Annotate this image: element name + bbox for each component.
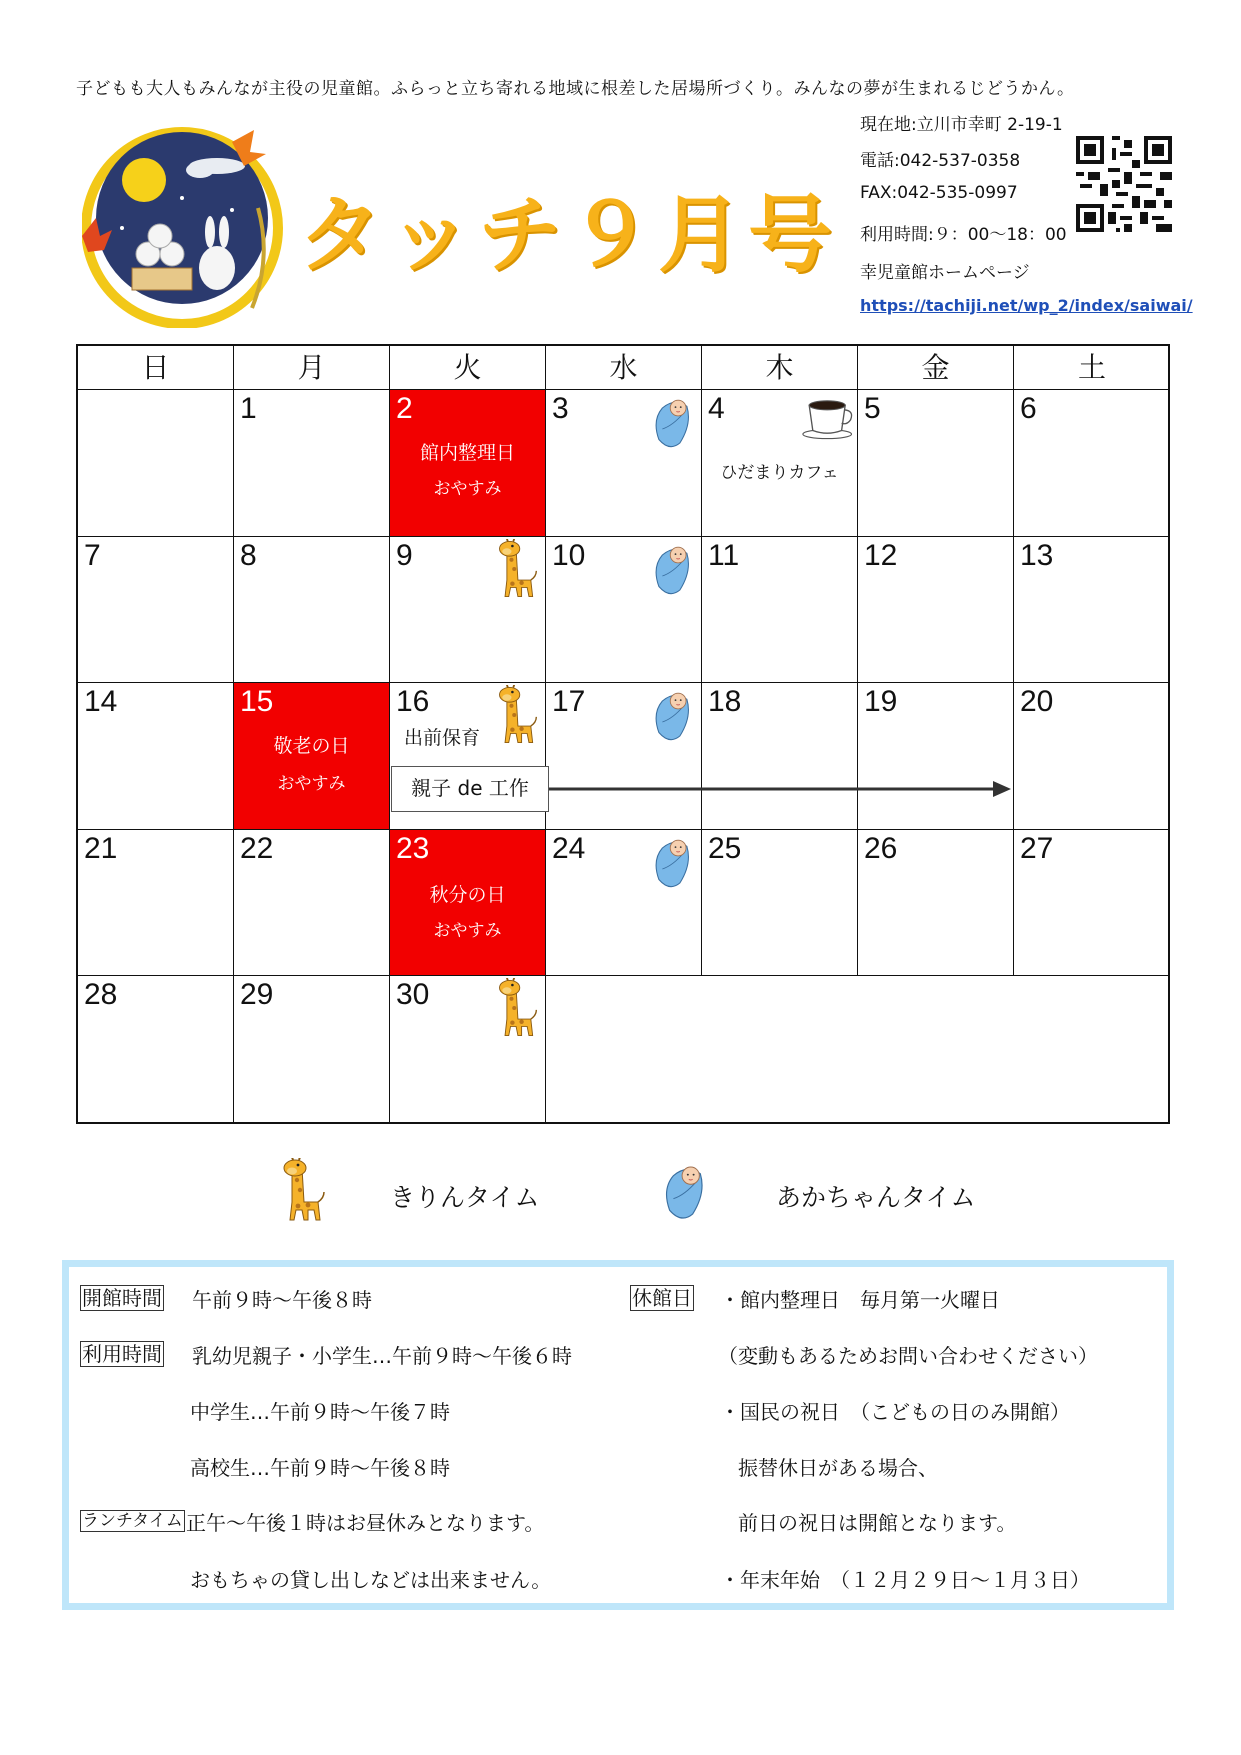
day-number: 11 (708, 539, 740, 572)
weekday-tue: 火 (390, 346, 546, 390)
weekday-thu: 木 (702, 346, 858, 390)
day-number: 7 (84, 539, 101, 572)
event-title: 秋分の日 (429, 884, 506, 906)
giraffe-icon (494, 539, 540, 599)
day-number: 18 (708, 685, 742, 718)
phone: 電話:042-537-0358 (860, 151, 1021, 171)
day-cell (234, 976, 390, 1122)
day-cell-empty (546, 976, 1170, 1122)
weekday-wed: 水 (546, 346, 702, 390)
use-hours-line: 乳幼児親子・小学生…午前９時～午後６時 (192, 1344, 572, 1368)
day-cell (390, 976, 546, 1122)
baby-icon (650, 541, 694, 597)
day-number: 9 (396, 539, 413, 572)
baby-icon (650, 394, 694, 450)
day-cell (234, 390, 390, 537)
day-cell (390, 537, 546, 683)
day-cell (546, 390, 702, 537)
day-cell-holiday (234, 683, 390, 830)
day-number: 23 (396, 832, 430, 865)
day-cell (702, 537, 858, 683)
day-number: 28 (84, 978, 118, 1011)
day-number: 24 (552, 832, 586, 865)
day-number: 25 (708, 832, 742, 865)
september-calendar (76, 344, 1170, 1124)
craft-event-label: 親子 de 工作 (391, 766, 549, 812)
homepage-link[interactable]: https://tachiji.net/wp_2/index/saiwai/ (860, 296, 1193, 315)
day-cell (546, 830, 702, 976)
day-number: 26 (864, 832, 898, 865)
closed-line: ・館内整理日 毎月第一火曜日 (720, 1288, 1000, 1312)
day-cell (78, 830, 234, 976)
day-cell (858, 683, 1014, 830)
day-cell (78, 537, 234, 683)
day-cell (546, 537, 702, 683)
giraffe-icon (494, 685, 540, 745)
day-number: 14 (84, 685, 118, 718)
day-cell (78, 683, 234, 830)
day-number: 19 (864, 685, 898, 718)
day-number: 1 (240, 392, 257, 425)
weekday-mon: 月 (234, 346, 390, 390)
event-title: 出前保育 (404, 727, 481, 749)
arrow-right-icon (549, 778, 1014, 800)
day-cell (546, 683, 702, 830)
day-cell (702, 683, 858, 830)
event-title: 館内整理日 (419, 442, 515, 464)
newsletter-title: タッチ９月号 (298, 186, 839, 284)
day-number: 8 (240, 539, 257, 572)
day-cell (1014, 537, 1170, 683)
event-sub: おやすみ (433, 921, 502, 941)
day-cell (1014, 830, 1170, 976)
use-hours-line: 中学生…午前９時～午後７時 (190, 1400, 450, 1424)
use-hours-line: 高校生…午前９時～午後８時 (190, 1456, 450, 1480)
day-number: 20 (1020, 685, 1054, 718)
day-number: 3 (552, 392, 569, 425)
hours: 利用時間:９：00～18：00 (860, 225, 1067, 245)
lunch-line: おもちゃの貸し出しなどは出来ません。 (190, 1568, 552, 1592)
day-cell (234, 537, 390, 683)
day-number: 27 (1020, 832, 1054, 865)
legend-baby-label: あかちゃんタイム (776, 1183, 976, 1212)
fax: FAX:042-535-0997 (860, 183, 1018, 203)
homepage-label: 幸児童館ホームページ (860, 263, 1030, 283)
day-number: 15 (240, 685, 274, 718)
day-number: 29 (240, 978, 274, 1011)
day-cell (858, 390, 1014, 537)
legend-giraffe-label: きりんタイム (390, 1183, 540, 1212)
day-number: 2 (396, 392, 413, 425)
day-cell (858, 830, 1014, 976)
closed-line: 前日の祝日は開館となります。 (738, 1511, 1017, 1535)
qr-code-icon (1076, 136, 1172, 232)
day-number: 16 (396, 685, 430, 718)
day-cell (78, 976, 234, 1122)
day-cell (858, 537, 1014, 683)
closed-line: ・国民の祝日 （こどもの日のみ開館） (720, 1400, 1070, 1424)
use-hours-tag: 利用時間 (82, 1342, 162, 1366)
coffee-cup-icon (802, 394, 856, 440)
closed-line: ・年末年始 （１２月２９日～１月３日） (720, 1568, 1090, 1592)
day-cell-holiday (390, 390, 546, 537)
day-cell-holiday (390, 830, 546, 976)
day-cell (1014, 683, 1170, 830)
day-cell-empty (78, 390, 234, 537)
day-number: 30 (396, 978, 430, 1011)
day-number: 22 (240, 832, 274, 865)
day-number: 17 (552, 685, 586, 718)
lunch-tag: ランチタイム (82, 1511, 183, 1531)
day-cell (234, 830, 390, 976)
event-sub: おやすみ (433, 479, 502, 499)
day-number: 12 (864, 539, 898, 572)
moon-viewing-logo (82, 118, 292, 328)
event-sub: おやすみ (277, 774, 346, 794)
day-number: 4 (708, 392, 725, 425)
open-hours-text: 午前９時～午後８時 (192, 1288, 372, 1312)
giraffe-icon (278, 1158, 328, 1222)
day-number: 10 (552, 539, 586, 572)
day-cell (702, 390, 858, 537)
baby-icon (650, 687, 694, 743)
lunch-line: 正午～午後１時はお昼休みとなります。 (186, 1511, 545, 1535)
open-hours-tag: 開館時間 (82, 1286, 162, 1310)
day-number: 6 (1020, 392, 1037, 425)
day-number: 13 (1020, 539, 1054, 572)
day-number: 5 (864, 392, 881, 425)
closed-line: 振替休日がある場合、 (738, 1456, 938, 1480)
baby-icon (650, 834, 694, 890)
address: 現在地:立川市幸町 2-19-1 (860, 115, 1063, 135)
giraffe-icon (494, 978, 540, 1038)
closed-days-tag: 休館日 (632, 1286, 692, 1310)
day-cell (702, 830, 858, 976)
weekday-sun: 日 (78, 346, 234, 390)
day-cell (1014, 390, 1170, 537)
closed-line: （変動もあるためお問い合わせください） (718, 1344, 1098, 1368)
weekday-fri: 金 (858, 346, 1014, 390)
day-number: 21 (84, 832, 118, 865)
tagline: 子どもも大人もみんなが主役の児童館。ふらっと立ち寄れる地域に根差した居場所づくり。みんなの夢が生まれるじどうかん。 (76, 79, 1075, 99)
weekday-sat: 土 (1014, 346, 1170, 390)
event-title: ひだまりカフェ (720, 463, 839, 483)
baby-icon (660, 1160, 708, 1222)
event-title: 敬老の日 (273, 735, 350, 757)
